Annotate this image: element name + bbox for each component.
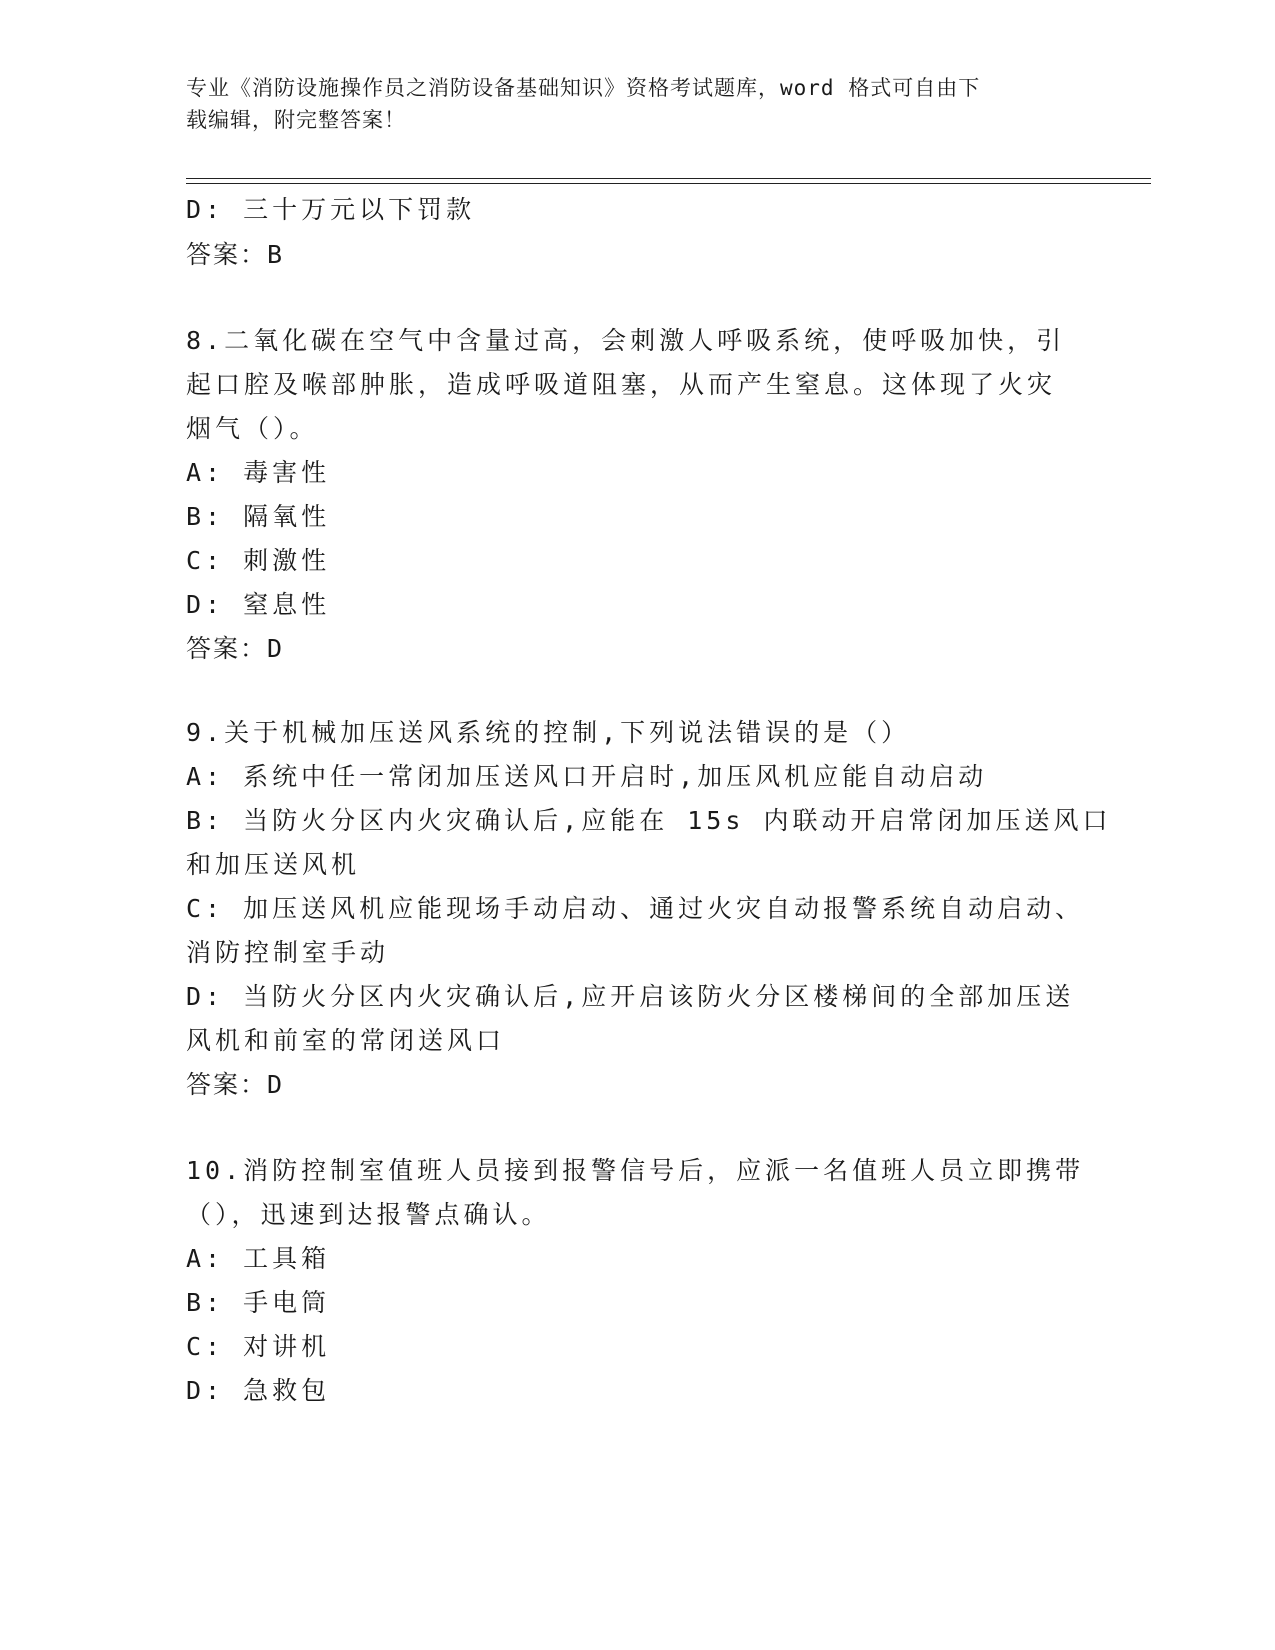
q8-option-a: A: 毒害性 (186, 458, 331, 487)
q9-answer: 答案：D (186, 1070, 285, 1099)
header-line-2: 载编辑，附完整答案！ (186, 108, 406, 132)
q8-option-b: B: 隔氧性 (186, 502, 331, 531)
q9-option-c-line-2: 消防控制室手动 (186, 938, 390, 967)
q9-option-b-line-1: B: 当防火分区内火灾确认后,应能在 15s 内联动开启常闭加压送风口 (186, 806, 1112, 835)
q10-option-a: A: 工具箱 (186, 1244, 331, 1273)
q9-option-b-line-2: 和加压送风机 (186, 850, 361, 879)
header-divider-top (186, 178, 1151, 179)
q9-option-d-line-2: 风机和前室的常闭送风口 (186, 1026, 506, 1055)
q8-answer: 答案：D (186, 634, 285, 663)
document-header (186, 72, 1086, 136)
q8-stem-line-3: 烟气（）。 (186, 414, 319, 443)
q9-stem: 9.关于机械加压送风系统的控制,下列说法错误的是（） (186, 718, 911, 747)
q10-stem-line-2: （），迅速到达报警点确认。 (186, 1200, 551, 1229)
prev-answer: 答案：B (186, 240, 285, 269)
q8-stem-line-1: 8.二氧化碳在空气中含量过高，会刺激人呼吸系统，使呼吸加快，引 (186, 326, 1066, 355)
q8-option-d: D: 窒息性 (186, 590, 331, 619)
q10-option-b: B: 手电筒 (186, 1288, 331, 1317)
q10-stem-line-1: 10.消防控制室值班人员接到报警信号后，应派一名值班人员立即携带 (186, 1156, 1085, 1185)
header-divider-bottom (186, 183, 1151, 184)
q8-stem-line-2: 起口腔及喉部肿胀，造成呼吸道阻塞，从而产生窒息。这体现了火灾 (186, 370, 1057, 399)
header-line-1: 专业《消防设施操作员之消防设备基础知识》资格考试题库，word 格式可自由下 (186, 76, 981, 100)
q9-option-d-line-1: D: 当防火分区内火灾确认后,应开启该防火分区楼梯间的全部加压送 (186, 982, 1075, 1011)
q10-option-d: D: 急救包 (186, 1376, 331, 1405)
q9-option-c-line-1: C: 加压送风机应能现场手动启动、通过火灾自动报警系统自动启动、 (186, 894, 1085, 923)
prev-option-d: D: 三十万元以下罚款 (186, 195, 476, 224)
q10-option-c: C: 对讲机 (186, 1332, 331, 1361)
q8-option-c: C: 刺激性 (186, 546, 331, 575)
q9-option-a: A: 系统中任一常闭加压送风口开启时,加压风机应能自动启动 (186, 762, 988, 791)
